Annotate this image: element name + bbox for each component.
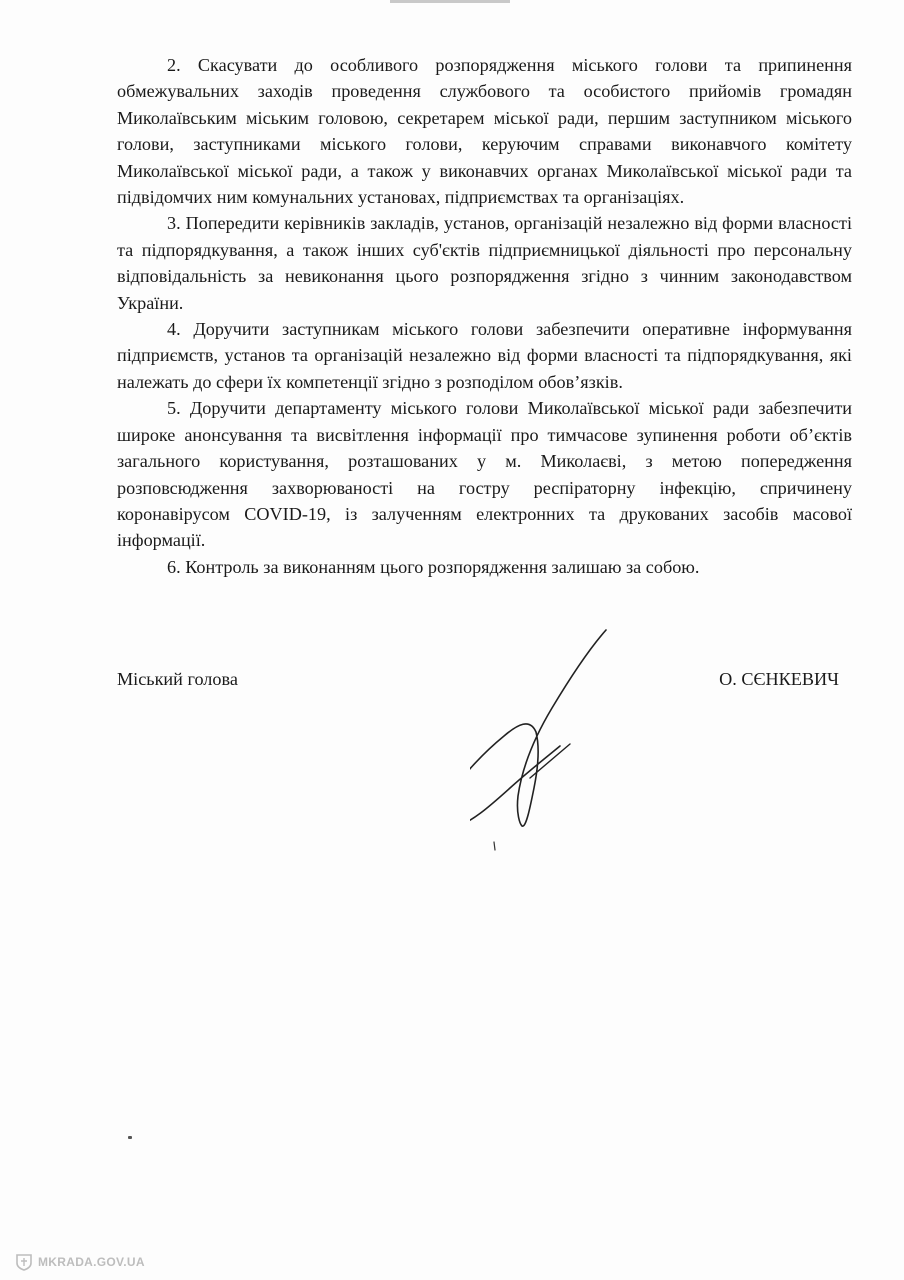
- paragraph-6: 6. Контроль за виконанням цього розпорядження залишаю за собою.: [167, 556, 700, 577]
- document-body: [117, 52, 852, 580]
- coat-of-arms-icon: [14, 1253, 34, 1271]
- signatory-title: Міський голова: [117, 669, 238, 689]
- scan-top-mark: [390, 0, 510, 3]
- paragraph-2: 2. Скасувати до особливого розпорядження міського голови та припинення обмежувальних заходів проведення службового та особистого прийомів громадян Миколаївським міським головою, секретарем міської ради, першим заступником міського голови, заступниками міського голови, керуючим справами виконавчого комітету Миколаївської міської ради, а також у виконавчих органах Миколаївської міської ради та підвідомчих ним комунальних установах, підприємствах та організаціях.: [117, 55, 852, 208]
- paragraph-3: 3. Попередити керівників закладів, установ, організацій незалежно від форми власності та підпорядкування, а також інших суб'єктів підприємницької діяльності про персональну відповідальність за невиконання цього розпорядження згідно з чинним законодавством України.: [117, 213, 852, 313]
- signatory-name: О. СЄНКЕВИЧ: [719, 669, 839, 689]
- handwritten-signature: [470, 628, 610, 858]
- paragraph-4: 4. Доручити заступникам міського голови забезпечити оперативне інформування підприємств, установ та організацій незалежно від форми власності та підпорядкування, які належать до сфери їх компетенції згідно з розподілом обов’язків.: [117, 319, 852, 392]
- scan-speck: [128, 1136, 132, 1139]
- paragraph-5: 5. Доручити департаменту міського голови Миколаївської міської ради забезпечити широке анонсування та висвітлення інформації про тимчасове зупинення роботи об’єктів загального користування, розташованих у м. Миколаєві, з метою попередження розповсюдження захворюваності на гостру респіраторну інфекцію, спричинену коронавірусом COVID-19, із залученням електронних та друкованих засобів масової інформації.: [117, 398, 852, 551]
- site-watermark: [14, 1252, 145, 1272]
- watermark-text: MKRADA.GOV.UA: [38, 1255, 145, 1269]
